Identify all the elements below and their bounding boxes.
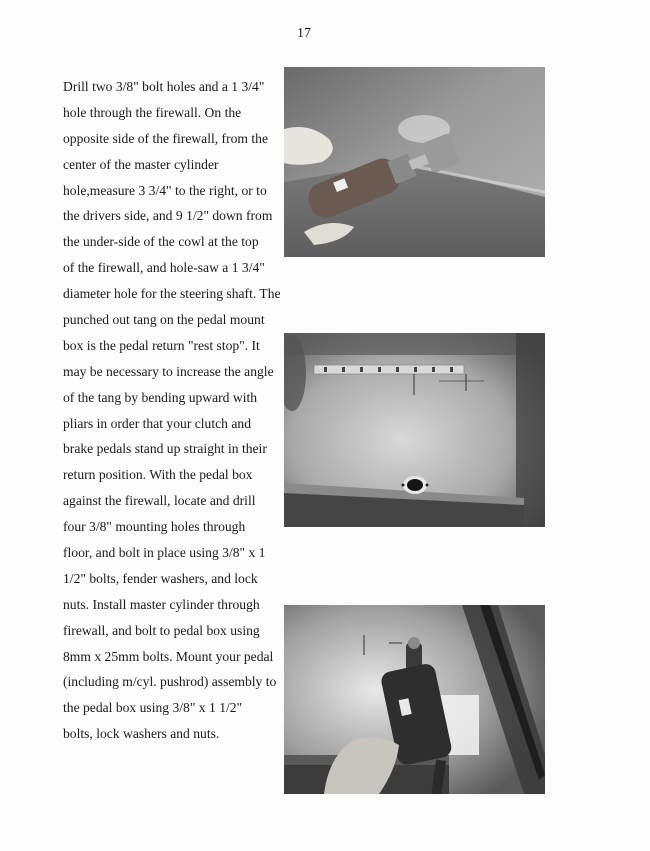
instruction-paragraph: [63, 74, 285, 747]
text-line: floor, and bolt in place using 3/8" x 1: [63, 545, 266, 561]
text-line: Drill two 3/8" bolt holes and a 1 3/4": [63, 79, 265, 94]
text-line: the pedal box using 3/8" x 1 1/2": [63, 700, 243, 716]
photo-drilling-floor: [284, 605, 545, 794]
text-line: hole,measure 3 3/4" to the right, or to: [63, 182, 267, 198]
photo-hole-saw-drilling: [284, 67, 545, 257]
text-line: 1/2" bolts, fender washers, and lock: [63, 570, 258, 586]
text-line: four 3/8" mounting holes through: [63, 519, 246, 535]
text-line: opposite side of the firewall, from the: [63, 130, 268, 146]
text-line: 8mm x 25mm bolts. Mount your pedal: [63, 648, 274, 664]
text-line: of the tang by bending upward with: [63, 389, 258, 405]
photo-tape-measure: [284, 333, 545, 527]
text-line: against the firewall, locate and drill: [63, 493, 256, 509]
text-line: center of the master cylinder: [63, 156, 219, 172]
text-line: box is the pedal return "rest stop". It: [63, 337, 260, 353]
text-line: (including m/cyl. pushrod) assembly to: [63, 674, 277, 690]
photo-tape-measure-image: [284, 333, 545, 527]
text-line: the under-side of the cowl at the top: [63, 234, 259, 250]
text-line: nuts. Install master cylinder through: [63, 596, 260, 612]
text-line: diameter hole for the steering shaft. The: [63, 286, 281, 302]
text-line: return position. With the pedal box: [63, 467, 253, 483]
text-line: brake pedals stand up straight in their: [63, 441, 267, 457]
photo-drilling-floor-image: [284, 605, 545, 794]
text-line: pliars in order that your clutch and: [63, 415, 251, 431]
text-line: punched out tang on the pedal mount: [63, 312, 265, 328]
text-line: the drivers side, and 9 1/2" down from: [63, 208, 273, 224]
text-line: firewall, and bolt to pedal box using: [63, 622, 260, 638]
text-line: hole through the firewall. On the: [63, 104, 242, 120]
text-line: of the firewall, and hole-saw a 1 3/4": [63, 260, 265, 276]
text-line: bolts, lock washers and nuts.: [63, 726, 220, 742]
page-number: 17: [297, 26, 311, 41]
photo-hole-saw-image: [284, 67, 545, 257]
text-line: may be necessary to increase the angle: [63, 363, 274, 379]
